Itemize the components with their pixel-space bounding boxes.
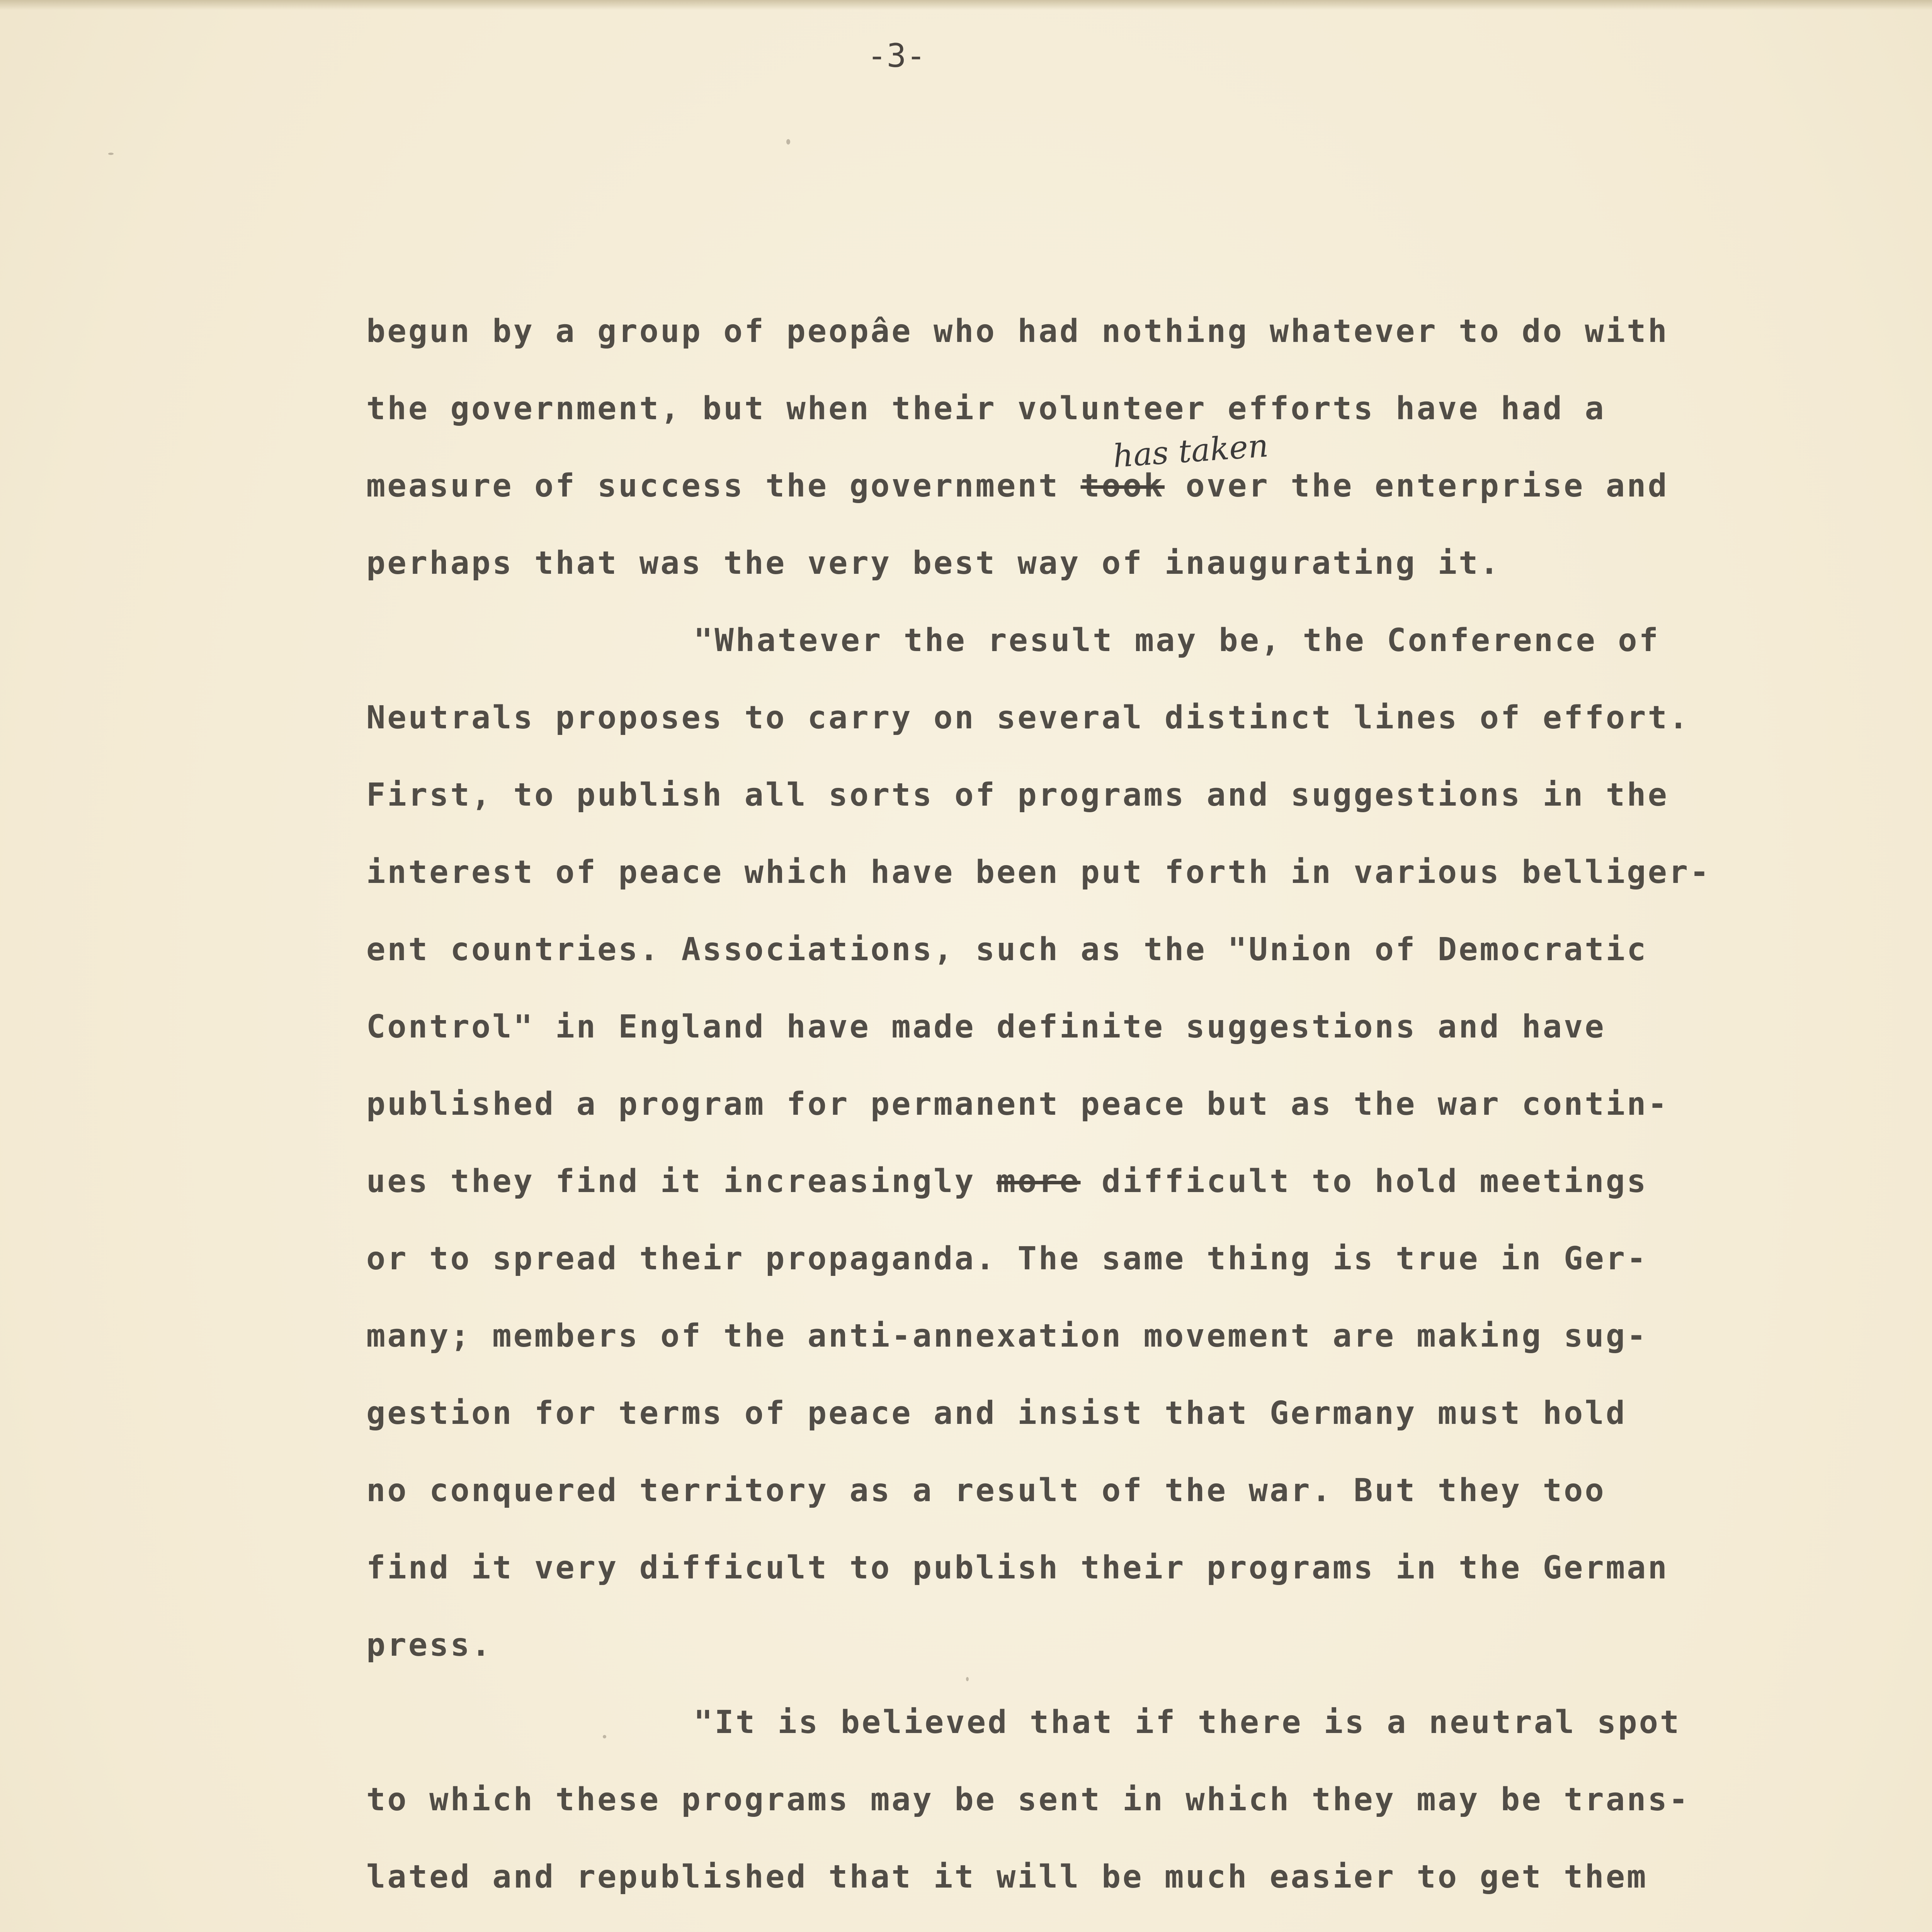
paper-speck — [966, 1677, 969, 1681]
line-segment: over the enterprise and — [1165, 468, 1669, 504]
text-line — [366, 1163, 1648, 1200]
text-line: no conquered territory as a result of the war. But they too — [366, 1472, 1606, 1509]
text-line: press. — [366, 1627, 493, 1663]
line-segment: measure of success the government — [366, 468, 1081, 504]
text-line: many; members of the anti-annexation movement are making sug- — [366, 1318, 1648, 1354]
text-line: published a program for permanent peace but as the war contin- — [366, 1086, 1669, 1122]
paper-speck — [786, 139, 790, 145]
text-line: Neutrals proposes to carry on several distinct lines of effort. — [366, 699, 1690, 736]
handwritten-insertion: has taken — [1112, 427, 1270, 475]
text-line: to which these programs may be sent in which they may be trans- — [366, 1781, 1690, 1818]
text-line: the government, but when their volunteer efforts have had a — [366, 390, 1606, 427]
text-line: ent countries. Associations, such as the "Union of Democratic — [366, 931, 1648, 968]
page-number: -3- — [867, 37, 926, 75]
page-top-edge — [0, 0, 1932, 10]
text-line: lated and republished that it will be much easier to get them — [366, 1859, 1648, 1895]
paper-speck — [108, 153, 114, 155]
paper-speck — [603, 1735, 606, 1738]
text-line: Control" in England have made definite suggestions and have — [366, 1009, 1606, 1045]
text-line — [366, 468, 1669, 504]
text-line: or to spread their propaganda. The same thing is true in Ger- — [366, 1240, 1648, 1277]
text-line: gestion for terms of peace and insist that Germany must hold — [366, 1395, 1627, 1432]
text-line: interest of peace which have been put forth in various belliger- — [366, 854, 1711, 891]
text-line: perhaps that was the very best way of inaugurating it. — [366, 545, 1501, 582]
text-line: "It is believed that if there is a neutral spot — [694, 1704, 1681, 1741]
text-line: First, to publish all sorts of programs and suggestions in the — [366, 777, 1669, 813]
line-segment: ues they find it increasingly — [366, 1163, 997, 1200]
text-line: begun by a group of peopâe who had nothing whatever to do with — [366, 313, 1669, 350]
text-line: "Whatever the result may be, the Conference of — [694, 622, 1660, 659]
line-segment: difficult to hold meetings — [1080, 1163, 1648, 1200]
text-line: find it very difficult to publish their programs in the German — [366, 1549, 1669, 1586]
struck-word: more — [997, 1163, 1081, 1200]
struck-word: took — [1080, 468, 1165, 504]
